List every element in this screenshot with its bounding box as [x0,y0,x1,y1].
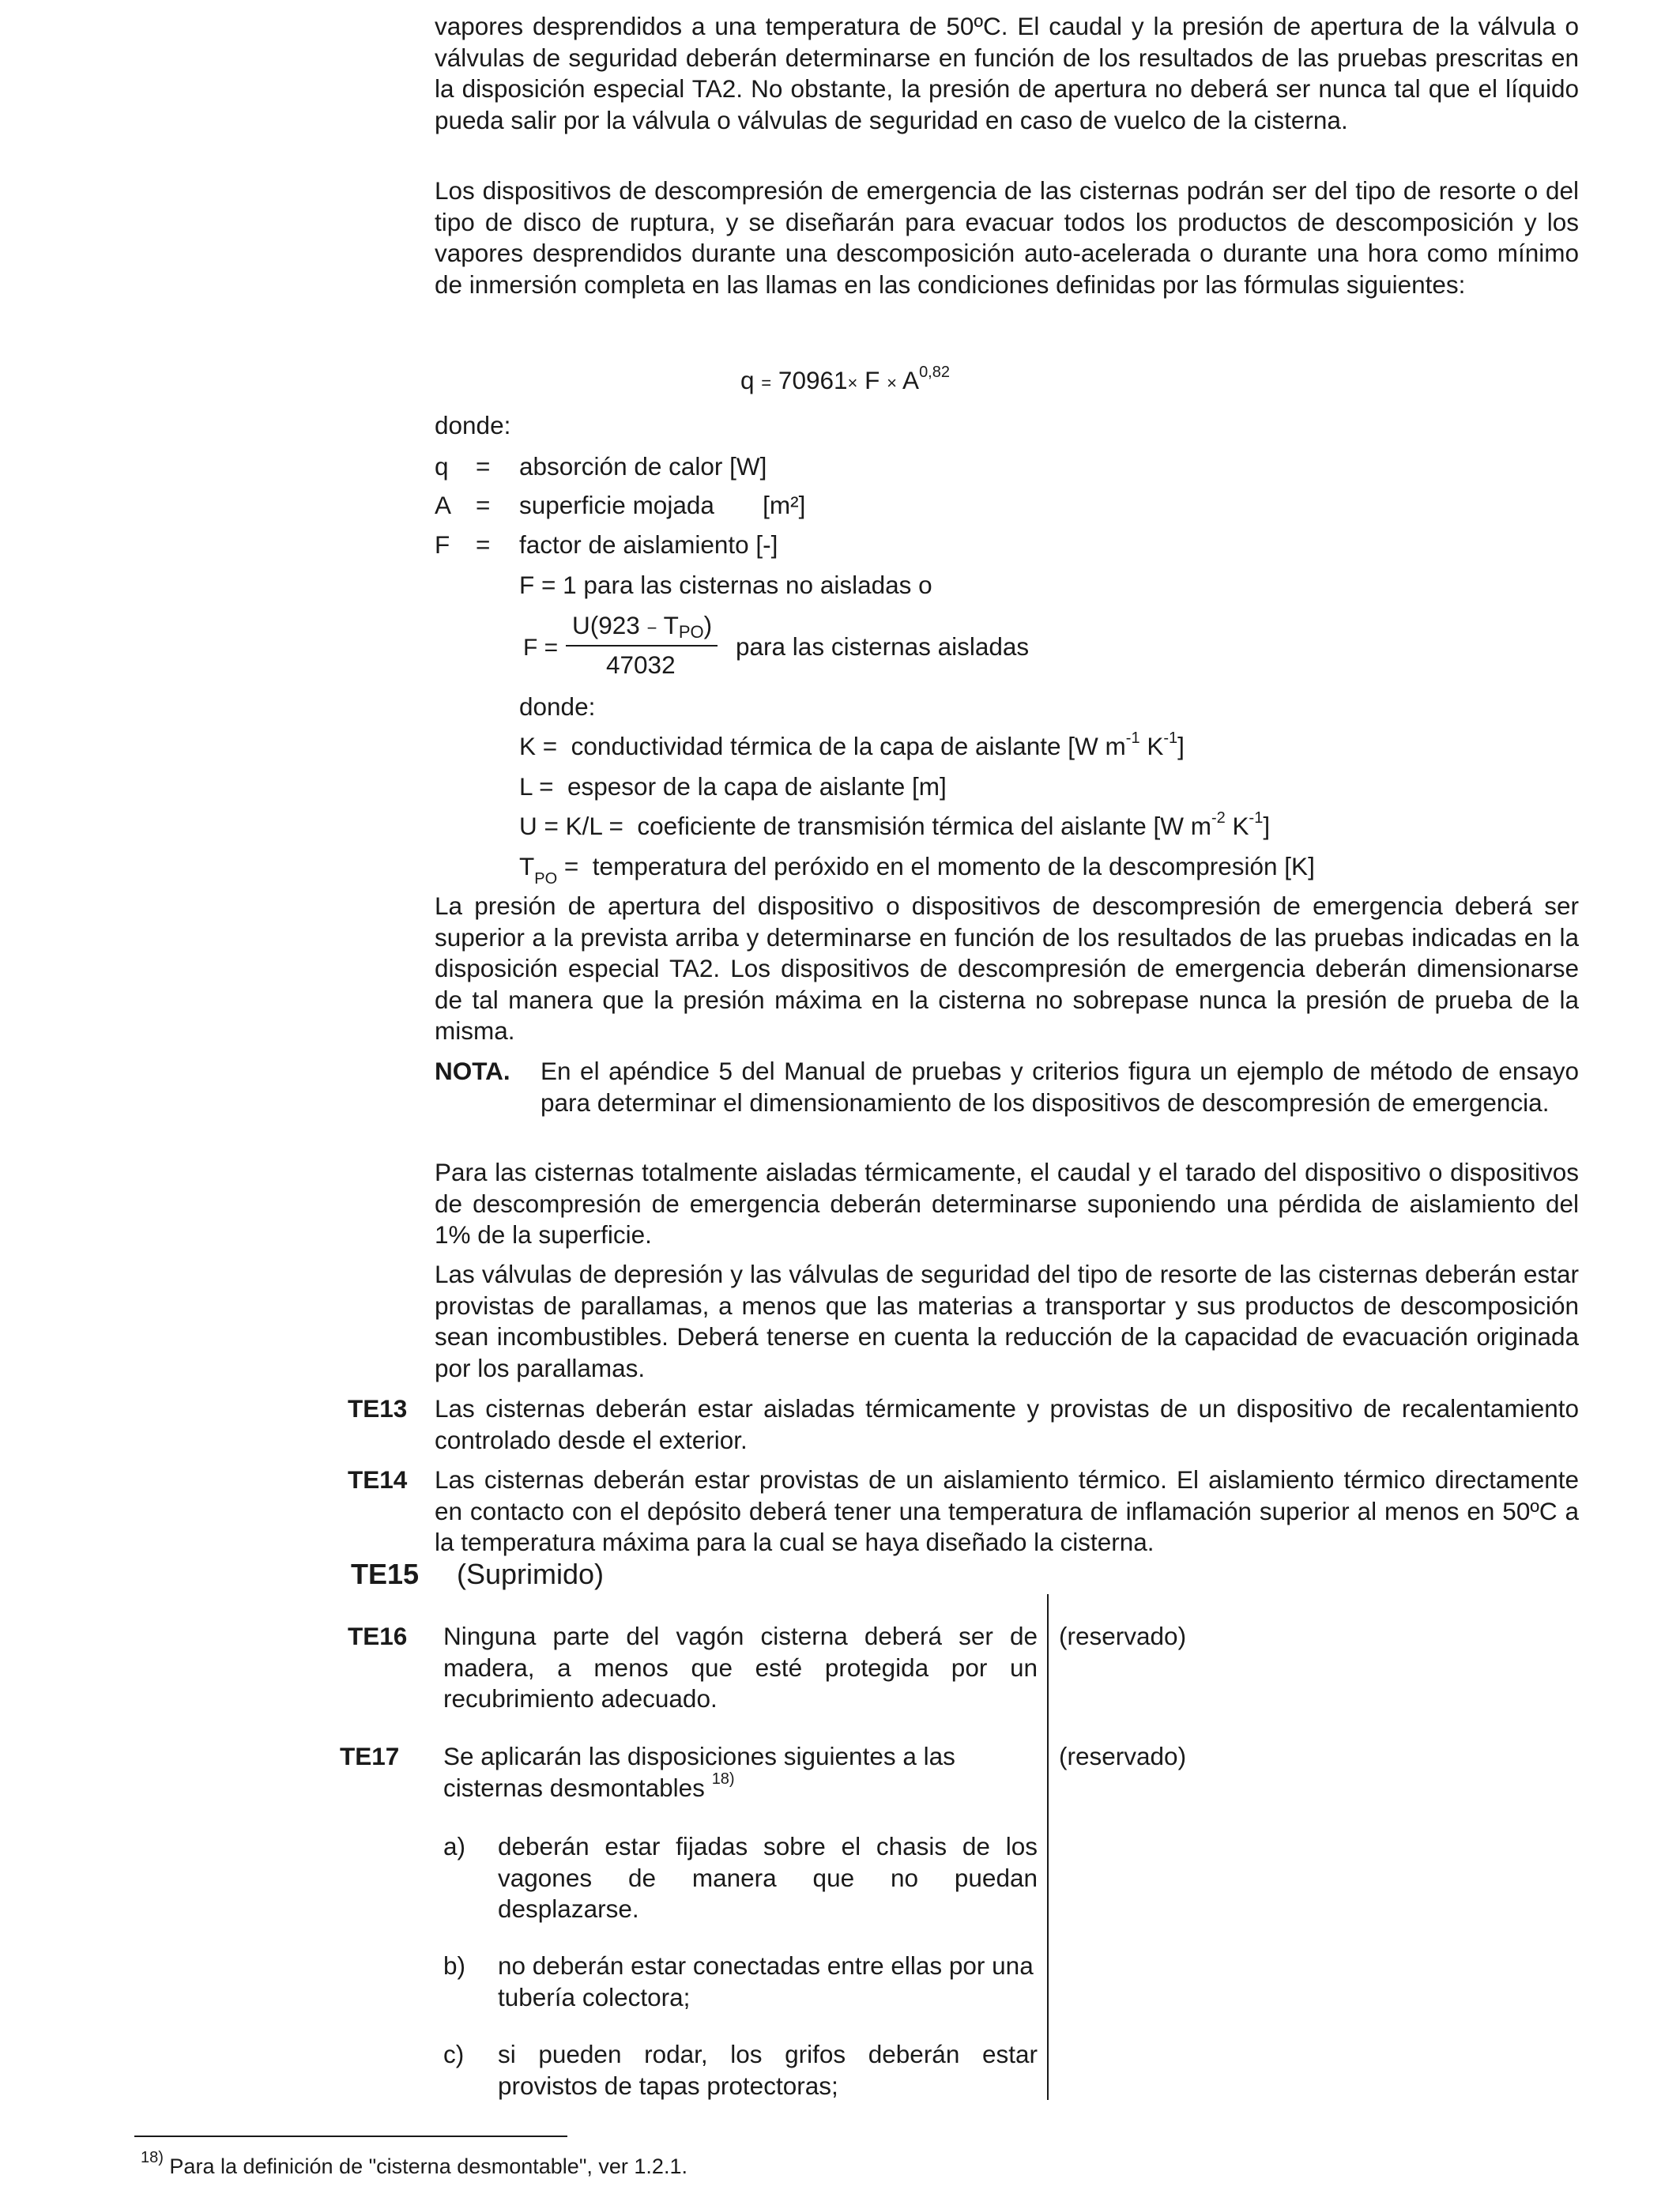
formula-times-1: × [847,373,858,393]
footnote-mark: 18) [141,2149,164,2166]
footnote-ref-18: 18) [711,1770,735,1788]
definition-k-sup-2: -1 [1163,729,1178,747]
where-label-2: donde: [519,692,596,721]
definition-tpo-base: T [519,852,535,880]
provision-text-te15: (Suprimido) [457,1558,605,1590]
definition-f-equals: = [476,530,491,559]
formula-times-2: × [887,373,898,393]
paragraph-opening-pressure: La presión de apertura del dispositivo o dispositivos de descompresión de emergencia deberá ser superior a la prevista arriba y determinarse en función de los resultados de las pruebas indicadas en la disposición especial TA2. Los dispositivos de descompresión de emergencia deberán dimensionarse de tal manera que la presión máxima en la cisterna no sobrepase nunca la presión de prueba de la misma. [435,892,1579,1045]
paragraph-emergency-devices: Los dispositivos de descompresión de emergencia de las cisternas podrán ser del tipo de resorte o del tipo de disco de ruptura, y se diseñarán para evacuar todos los productos de descomposición y los vapores desprendidos durante una descomposición auto-acelerada o durante una hora como mínimo de inmersión completa en las llamas en las condiciones definidas por las fórmulas siguientes: [435,176,1579,299]
provision-code-te17: TE17 [340,1742,400,1770]
fraction-numerator [572,610,712,644]
footnote-text: Para la definición de "cisterna desmontable", ver 1.2.1. [169,2154,687,2178]
definition-q-equals: = [476,452,491,481]
provision-text-te17 [443,1741,1038,1804]
formula-base: A [902,366,920,394]
fraction-bar [566,645,718,647]
provision-code-te16: TE16 [348,1622,408,1650]
definition-l: L = espesor de la capa de aislante [m] [519,772,947,801]
column-divider [1047,1594,1049,2100]
f-case-insulated-text: para las cisternas aisladas [736,632,1030,661]
list-item-label-c: c) [443,2040,465,2068]
where-label-1: donde: [435,411,511,439]
provision-text-te14: Las cisternas deberán estar provistas de un aislamiento térmico. El aislamiento térmico directamente en contacto con el depósito deberá tener una temperatura de inflamación superior al menos en 50ºC a la temperatura máxima para la cual se haya diseñado la cisterna. [435,1465,1579,1556]
provision-right-te17: (reservado) [1059,1742,1187,1770]
definition-u-post: ] [1263,812,1271,840]
footnote-separator [134,2136,567,2137]
definition-k-text: K = conductividad térmica de la capa de aislante [W m [519,732,1126,760]
provision-text-te17-body: Se aplicarán las disposiciones siguientes a las cisternas desmontables [443,1742,955,1802]
provision-text-te16: Ninguna parte del vagón cisterna deberá ser de madera, a menos que esté protegida por un recubrimiento adecuado. [443,1622,1038,1713]
definition-k [519,731,1185,763]
list-item-text-b: no deberán estar conectadas entre ellas por una tubería colectora; [498,1951,1034,2011]
definition-tpo-text: = temperatura del peróxido en el momento de la descompresión [K] [557,852,1315,880]
definition-tpo [519,851,1315,888]
definition-q-text: absorción de calor [W] [519,452,767,481]
f-case-uninsulated: F = 1 para las cisternas no aisladas o [519,571,932,599]
paragraph-insulated-tanks: Para las cisternas totalmente aisladas térmicamente, el caudal y el tarado del dispositivo o dispositivos de descompresión de emergencia deberán determinarse suponiendo una pérdida de aislamiento del 1% de la superficie. [435,1158,1579,1249]
definition-q-symbol: q [435,452,449,481]
definition-k-sup-1: -1 [1125,729,1140,747]
definition-u-text: U = K/L = coeficiente de transmisión térmica del aislante [W m [519,812,1211,840]
formula-exponent: 0,82 [919,363,950,381]
definition-a-text: superficie mojada [m²] [519,491,806,519]
list-item-label-b: b) [443,1951,466,1980]
formula-lhs: q [740,366,755,394]
provision-code-te15: TE15 [351,1558,420,1590]
list-item-text-c: si pueden rodar, los grifos deberán estar provistos de tapas protectoras; [498,2040,1038,2100]
paragraph-valve-pressure: vapores desprendidos a una temperatura de 50ºC. El caudal y la presión de apertura de la válvula o válvulas de seguridad deberán determinarse en función de los resultados de las pruebas prescritas en la disposición especial TA2. No obstante, la presión de apertura no deberá ser nunca tal que el líquido pueda salir por la válvula o válvulas de seguridad en caso de vuelco de la cisterna. [435,12,1579,134]
definition-k-mid: K [1139,732,1164,760]
fraction-numerator-t: T [663,611,679,639]
definition-k-post: ] [1177,732,1185,760]
definition-u-sup-1: -2 [1211,809,1226,827]
definition-f-text: factor de aislamiento [-] [519,530,778,559]
paragraph-flame-arresters: Las válvulas de depresión y las válvulas de seguridad del tipo de resorte de las cisternas deberán estar provistas de parallamas, a menos que las materias a transportar y sus productos de descomposición sean incombustibles. Deberá tenerse en cuenta la reducción de la capacidad de evacuación originada por los parallamas. [435,1260,1579,1382]
fraction-minus: − [646,618,657,638]
note-label: NOTA. [435,1057,510,1085]
definition-tpo-sub: PO [534,870,558,888]
definition-u-mid: K [1225,812,1249,840]
fraction-denominator: 47032 [606,650,676,679]
note-text: En el apéndice 5 del Manual de pruebas y criterios figura un ejemplo de método de ensayo para determinar el dimensionamiento de los dispositivos de descompresión de emergencia. [541,1057,1579,1117]
formula-factor: F [864,366,880,394]
provision-code-te14: TE14 [348,1465,408,1494]
formula-heat-absorption [740,365,950,399]
footnote [141,2151,687,2183]
formula-equals: = [761,373,772,393]
fraction-numerator-suffix: ) [703,611,713,639]
definition-u-sup-2: -1 [1249,809,1264,827]
fraction-numerator-prefix: U(923 [572,611,640,639]
fraction-numerator-sub: PO [678,622,704,642]
definition-u [519,811,1270,843]
definition-f-symbol: F [435,530,450,559]
formula-constant: 70961 [778,366,848,394]
list-item-text-a: deberán estar fijadas sobre el chasis de los vagones de manera que no puedan desplazarse. [498,1832,1038,1923]
provision-right-te16: (reservado) [1059,1622,1187,1650]
provision-code-te13: TE13 [348,1394,408,1423]
provision-text-te13: Las cisternas deberán estar aisladas térmicamente y provistas de un dispositivo de recalentamiento controlado desde el exterior. [435,1394,1579,1454]
definition-a-symbol: A [435,491,452,519]
fraction-lhs: F = [523,635,559,661]
definition-a-equals: = [476,491,491,519]
list-item-label-a: a) [443,1832,466,1860]
